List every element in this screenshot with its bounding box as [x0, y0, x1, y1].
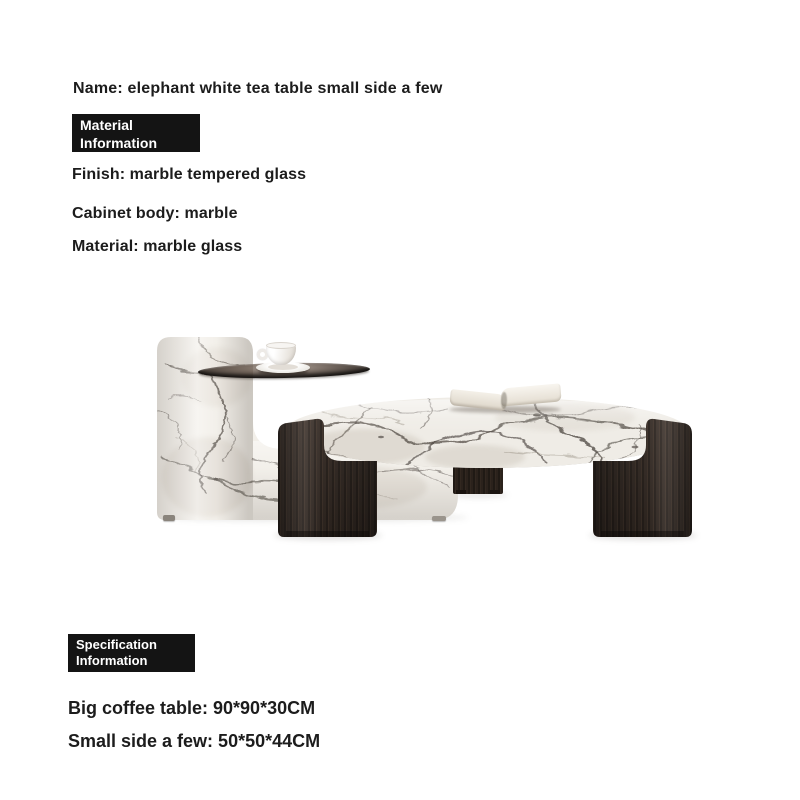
side-table-foot: [163, 515, 175, 521]
right-leg-foot: [601, 531, 684, 537]
open-book: [443, 382, 568, 414]
book-right-page: [500, 383, 561, 406]
material-label-line2: Information: [80, 134, 157, 151]
spec-label-line2: Information: [76, 653, 148, 669]
finish-line: Finish: marble tempered glass: [72, 166, 307, 183]
left-leg-foot: [286, 531, 369, 537]
material-information-label: [72, 114, 200, 152]
coffee-table-center-leg: [453, 466, 503, 494]
specification-information-label: [68, 634, 195, 672]
center-leg-foot: [456, 490, 466, 494]
side-table-foot: [432, 516, 446, 521]
cabinet-body-line: Cabinet body: marble: [72, 205, 238, 222]
material-label-line1: Material: [80, 117, 133, 133]
big-coffee-table-spec-line: Big coffee table: 90*90*30CM: [68, 698, 316, 718]
product-name-line: Name: elephant white tea table small side a few: [73, 80, 443, 97]
center-leg-foot: [490, 490, 500, 494]
product-photo: [140, 330, 710, 560]
spec-label-line1: Specification: [76, 637, 157, 652]
coffee-cup-rim: [266, 342, 296, 349]
material-line: Material: marble glass: [72, 238, 243, 255]
small-side-table-spec-line: Small side a few: 50*50*44CM: [68, 731, 321, 751]
